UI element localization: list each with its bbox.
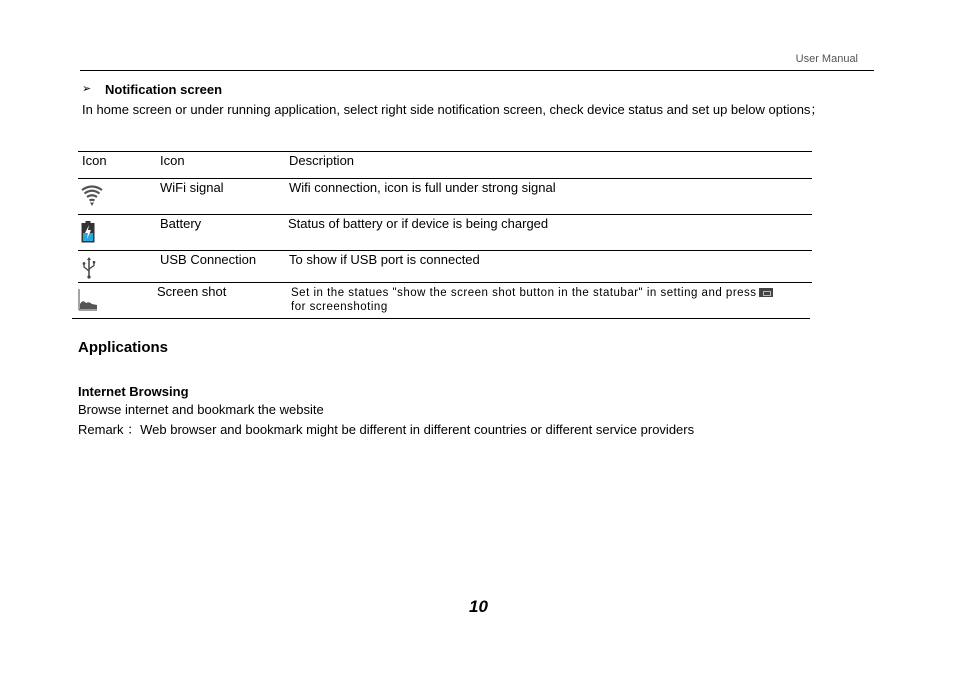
table-rule <box>72 318 810 319</box>
internet-browsing-text: Browse internet and bookmark the website <box>78 402 324 417</box>
internet-browsing-remark: Remark ：Web browser and bookmark might be different in different countries or different service providers <box>78 422 695 437</box>
row-wifi-name: WiFi signal <box>160 180 224 195</box>
table-rule <box>78 250 812 251</box>
screenshot-button-icon <box>759 288 773 297</box>
notification-intro: In home screen or under running application, select right side notification screen, check device status and set up below options； <box>82 102 824 117</box>
screenshot-icon <box>78 289 98 311</box>
wifi-icon <box>81 184 103 208</box>
row-usb-desc: To show if USB port is connected <box>289 252 480 267</box>
row-wifi-desc: Wifi connection, icon is full under strong signal <box>289 180 556 195</box>
row-screenshot-desc-line1: Set in the statues "show the screen shot button in the statubar" in setting and press <box>291 287 757 299</box>
internet-browsing-heading: Internet Browsing <box>78 384 189 399</box>
table-header-description: Description <box>289 153 355 168</box>
page-number: 10 <box>469 597 488 616</box>
usb-icon <box>82 257 96 279</box>
table-header-icon: Icon <box>82 153 107 168</box>
row-screenshot-desc <box>291 286 801 314</box>
notification-title: Notification screen <box>105 82 223 97</box>
table-rule <box>78 214 812 215</box>
header-rule <box>80 70 874 71</box>
table-header-icon-name: Icon <box>160 153 185 168</box>
applications-heading: Applications <box>78 339 169 356</box>
table-rule <box>78 282 812 283</box>
table-rule <box>78 178 812 179</box>
row-screenshot-desc-line2: for screenshoting <box>291 301 388 313</box>
row-usb-name: USB Connection <box>160 252 257 267</box>
bullet-arrow: ➢ <box>82 83 92 95</box>
header-title: User Manual <box>795 53 858 65</box>
table-rule <box>78 151 812 152</box>
row-screenshot-name: Screen shot <box>157 284 227 299</box>
row-battery-name: Battery <box>160 216 202 231</box>
row-battery-desc: Status of battery or if device is being charged <box>288 216 549 231</box>
battery-charging-icon <box>81 221 95 243</box>
